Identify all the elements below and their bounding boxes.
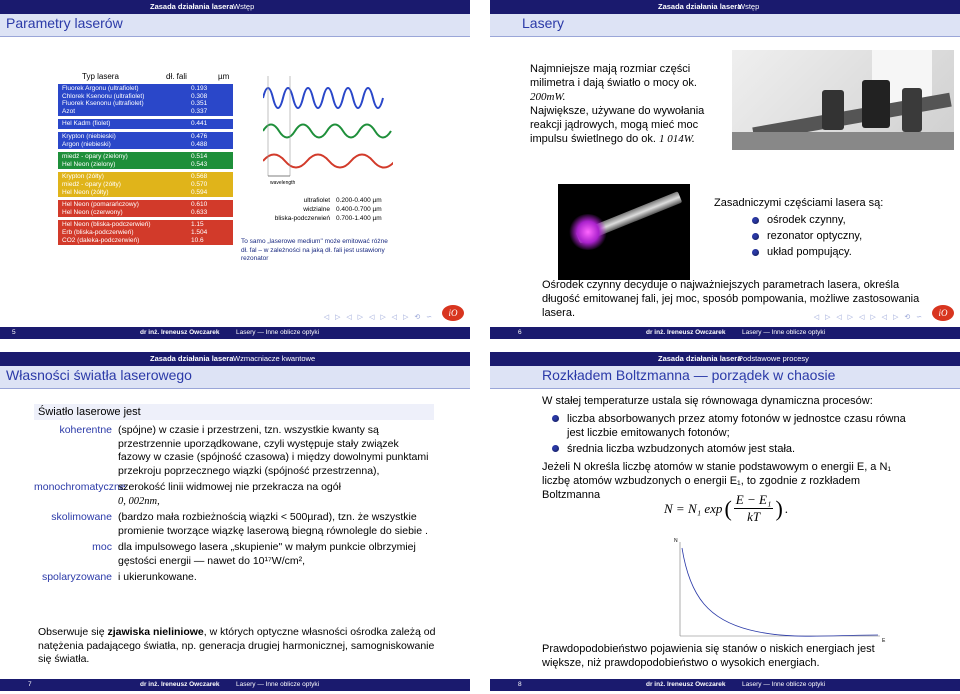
list-item: średnia liczba wzbudzonych atomów jest stała. xyxy=(552,442,922,456)
subsection-label: Wstęp xyxy=(738,2,760,11)
list-item: ośrodek czynny, xyxy=(752,213,862,227)
page-number: 8 xyxy=(518,681,522,688)
table-row xyxy=(62,133,229,141)
laser-apparatus-photo xyxy=(732,50,954,150)
laser-wavelength: 0.476 xyxy=(191,132,208,140)
table-row xyxy=(62,209,229,217)
laser-wavelength: 1.504 xyxy=(191,228,208,236)
laser-name: CO2 (daleka-podczerwień) xyxy=(62,236,140,244)
io-logo: iO xyxy=(442,305,464,321)
laser-wavelength: 0.308 xyxy=(191,92,208,100)
definition-term: skolimowane xyxy=(51,511,112,523)
table-row xyxy=(62,229,229,237)
axis-y-label: N xyxy=(674,538,678,544)
footer-title: Lasery — Inne oblicze optyki xyxy=(236,681,320,688)
footer-title: Lasery — Inne oblicze optyki xyxy=(742,681,826,688)
table-row xyxy=(62,181,229,189)
laser-wavelength: 0.570 xyxy=(191,180,208,188)
axis-x-label: E xyxy=(882,638,886,644)
range-value: 0.700-1.400 µm xyxy=(336,215,382,222)
slide-header xyxy=(490,352,960,388)
laser-wavelength: 0.633 xyxy=(191,208,208,216)
laser-name: Krypton (żółty) xyxy=(62,173,104,181)
definition-desc: szerokość linii widmowej nie przekracza na ogół 0, 002nm, xyxy=(118,481,341,507)
boltzmann-plot xyxy=(670,538,890,648)
slide-footer xyxy=(490,679,960,691)
laser-name: Erb (bliska-podczerwień) xyxy=(62,228,134,236)
slide-header xyxy=(0,0,470,36)
table-row xyxy=(62,108,229,116)
table-row xyxy=(62,100,229,108)
footer-author: dr inż. Ireneusz Owczarek xyxy=(646,681,726,688)
wavelength-label: wavelength xyxy=(270,180,296,186)
table-row xyxy=(62,153,229,161)
laser-wavelength: 0.610 xyxy=(191,201,208,209)
definition-term: koherentne xyxy=(59,424,112,436)
range-name: ultrafiolet xyxy=(303,197,330,204)
laser-table xyxy=(58,84,233,248)
boltzmann-formula: N = N₁ exp ( E − E₁ kT ) . xyxy=(664,492,789,524)
laser-wavelength: 0.514 xyxy=(191,153,208,161)
parts-intro: Zasadniczymi częściami lasera są: xyxy=(714,197,884,209)
page-number: 7 xyxy=(28,681,32,688)
definition-block xyxy=(34,404,434,616)
subsection-label: Wzmacniacze kwantowe xyxy=(233,354,316,363)
section-label: Zasada działania lasera xyxy=(150,2,234,11)
section-label: Zasada działania lasera xyxy=(150,354,234,363)
slide-footer xyxy=(0,679,470,691)
para-probability: Prawdopodobieństwo pojawienia się stanów o niskich energiach jest większe, niż prawdopodobieństwo o wysokich energiach. xyxy=(542,643,875,669)
block-title: Światło laserowe jest xyxy=(34,404,434,420)
table-row xyxy=(62,93,229,101)
list-item: liczba absorbowanych przez atomy fotonów w jednostce czasu równa jest liczbie emitowanych fotonów; xyxy=(552,412,922,440)
range-row xyxy=(258,205,398,214)
table-header-wavelength: dł. fali xyxy=(166,72,187,81)
laser-wavelength: 0.543 xyxy=(191,160,208,168)
laser-group xyxy=(58,84,233,116)
laser-name: Hel Neon (czerwony) xyxy=(62,208,123,216)
definition-item xyxy=(34,511,434,538)
footer-title: Lasery — Inne oblicze optyki xyxy=(236,329,320,336)
definition-term: moc xyxy=(92,541,112,553)
laser-name: Krypton (niebieski) xyxy=(62,132,116,140)
laser-pointer-photo xyxy=(558,184,690,280)
bullet-icon xyxy=(752,233,759,240)
definition-term: monochromatyczne xyxy=(34,481,126,493)
slide-header xyxy=(0,352,470,388)
laser-wavelength: 0.594 xyxy=(191,188,208,196)
table-row xyxy=(62,141,229,149)
laser-group xyxy=(58,119,233,129)
laser-name: Hel Neon (pomarańczowy) xyxy=(62,201,139,209)
laser-name: Chlorek Ksenonu (ultrafiolet) xyxy=(62,92,145,100)
list-item: rezonator optyczny, xyxy=(752,229,862,243)
laser-group xyxy=(58,200,233,217)
para-boltzmann: Jeżeli N określa liczbę atomów w stanie podstawowym o energii E, a N₁ liczbę atomów wzbudzonych o energii E₁, to zgodnie z rozkładem Boltzmanna xyxy=(542,461,892,501)
laser-wavelength: 0.193 xyxy=(191,85,208,92)
laser-name: miedź - opary (żółty) xyxy=(62,180,121,188)
bullet-list xyxy=(552,410,922,458)
laser-name: Argon (niebieski) xyxy=(62,140,111,148)
medium-note: To samo „laserowe medium" może emitować różne dł. fal – w zależności na jaką dł. fali jest ustawiony rezonator xyxy=(241,238,388,262)
laser-group xyxy=(58,152,233,169)
slide-title: Rozkładem Boltzmanna — porządek w chaosie xyxy=(542,367,836,383)
subsection-label: Wstęp xyxy=(233,2,255,11)
definition-term: spolaryzowane xyxy=(41,571,112,583)
page-number: 5 xyxy=(12,329,16,336)
bullet-icon xyxy=(752,217,759,224)
range-name: bliska-podczerwień xyxy=(274,215,330,222)
definition-list xyxy=(34,424,434,585)
section-label: Zasada działania lasera xyxy=(658,2,742,11)
laser-wavelength: 0.337 xyxy=(191,107,208,115)
bullet-icon xyxy=(752,249,759,256)
table-header-unit: µm xyxy=(218,72,230,81)
slide-title: Parametry laserów xyxy=(6,15,123,31)
laser-wavelength: 0.441 xyxy=(191,120,208,128)
definition-item xyxy=(34,541,434,568)
io-logo: iO xyxy=(932,305,954,321)
definition-desc: dla impulsowego lasera „skupienie" w małym punkcie olbrzymiej gęstości energii — nawet do 10¹⁷W/cm², xyxy=(118,541,416,567)
table-header-type: Typ lasera xyxy=(82,72,119,81)
laser-name: Azot xyxy=(62,107,76,115)
section-label: Zasada działania lasera xyxy=(658,354,742,363)
laser-name: Fluorek Ksenonu (ultrafiolet) xyxy=(62,100,144,108)
slide-header xyxy=(490,0,960,36)
laser-name: Hel Neon (żółty) xyxy=(62,188,109,196)
laser-name: Hel Kadm (fiolet) xyxy=(62,120,111,128)
definition-desc: (spójne) w czasie i przestrzeni, tzn. wszystkie kwanty są przestrzennie uporządkowane, czyli występuje stały związek fazowy w czasie (spójność czasowa) i między dowolnymi punktami przekroju poprzecznego wiązki (spójność przestrzenna), xyxy=(118,424,429,477)
para-small-lasers: Najmniejsze mają rozmiar części milimetra i dają światło o mocy ok. 200mW. xyxy=(530,63,697,103)
laser-name: Hel Neon (bliska-podczerwień) xyxy=(62,221,151,229)
table-row xyxy=(62,189,229,197)
table-row xyxy=(62,120,229,128)
range-value: 0.400-0.700 µm xyxy=(336,206,382,213)
list-item: układ pompujący. xyxy=(752,245,862,259)
table-row xyxy=(62,161,229,169)
laser-wavelength: 0.568 xyxy=(191,173,208,181)
definition-item xyxy=(34,424,434,478)
slide-7 xyxy=(0,352,470,691)
range-row xyxy=(258,214,398,223)
intro: W stałej temperaturze ustala się równowaga dynamiczna procesów: xyxy=(542,395,873,407)
footer-author: dr inż. Ireneusz Owczarek xyxy=(140,329,220,336)
para-nonlinear: Obserwuje się zjawiska nieliniowe, w których optyczne własności ośrodka zależą od natężenia padającego światła, np. generacja drugiej harmonicznej, samogniskowanie się światła. xyxy=(38,626,436,665)
laser-table-figure xyxy=(58,70,398,280)
table-row xyxy=(62,221,229,229)
table-row xyxy=(62,173,229,181)
laser-name: Hel Neon (zielony) xyxy=(62,160,116,168)
slide-footer xyxy=(490,327,960,339)
para-large-lasers: Największe, używane do wywołania reakcji jądrowych, mogą mieć moc impulsu świetlnego do ok. 1 014W. xyxy=(530,105,705,145)
slide-6 xyxy=(490,0,960,339)
range-table xyxy=(258,196,398,223)
range-value: 0.200-0.400 µm xyxy=(336,197,382,204)
slide-8 xyxy=(490,352,960,691)
table-row xyxy=(62,237,229,245)
definition-desc: i ukierunkowane. xyxy=(118,571,197,583)
range-name: widzialne xyxy=(303,206,330,213)
slide-5 xyxy=(0,0,470,339)
slide-nav[interactable]: ◁ ▷ ◁ ▷ ◁ ▷ ◁ ▷ ⟲ ∽ xyxy=(813,314,924,321)
bullet-icon xyxy=(552,415,559,422)
laser-group xyxy=(58,132,233,149)
para-active-medium: Ośrodek czynny decyduje o najważniejszych parametrach lasera, określa długość emitowanej fali, jej moc, sposób pompowania, możliwe zastosowania lasera. xyxy=(542,279,920,319)
subsection-label: Podstawowe procesy xyxy=(738,354,809,363)
laser-wavelength: 10.6 xyxy=(191,236,204,244)
slide-title: Lasery xyxy=(522,15,565,31)
page-number: 6 xyxy=(518,329,522,336)
wave-illustration xyxy=(263,76,393,186)
table-row xyxy=(62,201,229,209)
footer-author: dr inż. Ireneusz Owczarek xyxy=(140,681,220,688)
definition-item xyxy=(34,481,434,508)
bullet-icon xyxy=(552,445,559,452)
slide-title: Własności światła laserowego xyxy=(6,367,192,383)
laser-wavelength: 0.351 xyxy=(191,100,208,108)
footer-author: dr inż. Ireneusz Owczarek xyxy=(646,329,726,336)
laser-name: Fluorek Argonu (ultrafiolet) xyxy=(62,85,139,92)
definition-desc: (bardzo mała rozbieżnością wiązki < 500µrad), tzn. że wszystkie promienie tworzące wiązkę laserową biegną równolegle do siebie . xyxy=(118,511,428,537)
laser-name: miedź - opary (zielony) xyxy=(62,153,128,161)
parts-list xyxy=(752,211,862,261)
slide-nav[interactable]: ◁ ▷ ◁ ▷ ◁ ▷ ◁ ▷ ⟲ ∽ xyxy=(323,314,434,321)
footer-title: Lasery — Inne oblicze optyki xyxy=(742,329,826,336)
laser-group xyxy=(58,220,233,245)
definition-item xyxy=(34,571,434,585)
table-row xyxy=(62,85,229,93)
range-row xyxy=(258,196,398,205)
slide-footer xyxy=(0,327,470,339)
laser-wavelength: 1.15 xyxy=(191,221,204,229)
laser-group xyxy=(58,172,233,197)
laser-wavelength: 0.488 xyxy=(191,140,208,148)
